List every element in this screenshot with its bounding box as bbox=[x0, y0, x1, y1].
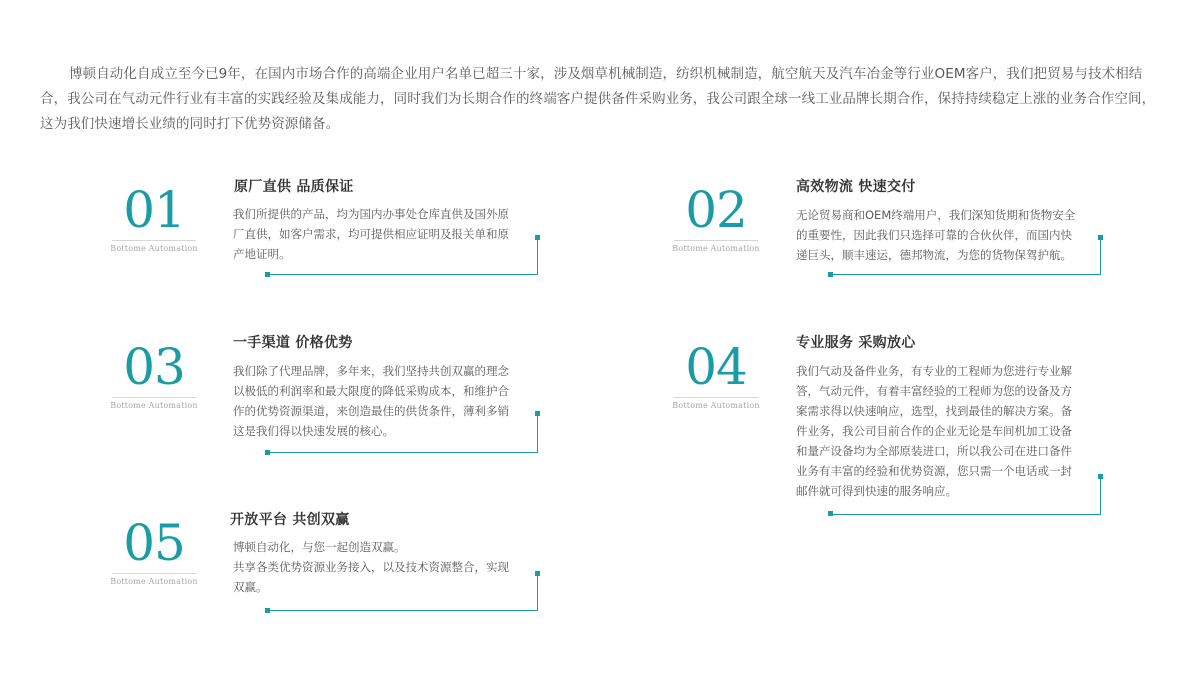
frame-end-dot bbox=[828, 272, 833, 277]
feature-number: 02 bbox=[685, 181, 747, 239]
feature-number: 01 bbox=[123, 181, 185, 239]
feature-number: 03 bbox=[123, 338, 185, 396]
frame-corner-dot bbox=[535, 411, 540, 416]
feature-title: 开放平台 共创双赢 bbox=[230, 512, 350, 528]
feature-title: 专业服务 采购放心 bbox=[796, 335, 916, 351]
feature-description: 无论贸易商和OEM终端用户，我们深知货期和货物安全 的重要性，因此我们只选择可靠的合伙伙伴，而国内快 递巨头，顺丰速运，德邦物流，为您的货物保驾护航。 bbox=[796, 208, 1076, 262]
frame-end-dot bbox=[265, 608, 270, 613]
frame-end-dot bbox=[828, 511, 833, 516]
number-divider bbox=[112, 573, 196, 574]
feature-number-block bbox=[106, 338, 202, 410]
number-divider bbox=[674, 240, 758, 241]
feature-title: 一手渠道 价格优势 bbox=[233, 335, 353, 351]
intro-paragraph: 博顿自动化自成立至今已9年，在国内市场合作的高端企业用户名单已超三十家，涉及烟草机械制造，纺织机械制造，航空航天及汽车冶金等行业OEM客户，我们把贸易与技术相结合，我公司在气动元件行业有丰富的实践经验及集成能力，同时我们为长期合作的终端客户提供备件采购业务，我公司跟全球一线工业品牌长期合作，保持持续稳定上涨的业务合作空间，这为我们快速增长业绩的同时打下优势资源储备。 bbox=[40, 65, 1156, 132]
feature-frame bbox=[830, 237, 1101, 275]
frame-end-dot bbox=[265, 272, 270, 277]
feature-number-block bbox=[106, 514, 202, 586]
feature-frame bbox=[830, 476, 1101, 515]
number-divider bbox=[112, 240, 196, 241]
feature-description: 我们除了代理品牌，多年来，我们坚持共创双赢的理念 以极低的利润率和最大限度的降低采购成本，和维护合 作的优势资源渠道，来创造最佳的供货条件，薄利多销 这是我们得以快速发展的核心。 bbox=[233, 364, 509, 438]
feature-description: 我们所提供的产品，均为国内办事处仓库直供及国外原 厂直供，如客户需求，均可提供相应证明及报关单和原 产地证明。 bbox=[233, 207, 509, 261]
feature-number: 04 bbox=[685, 338, 747, 396]
brand-subtitle: Bottome Automation bbox=[672, 401, 760, 410]
number-divider bbox=[112, 397, 196, 398]
frame-corner-dot bbox=[1098, 235, 1103, 240]
brand-subtitle: Bottome Automation bbox=[110, 401, 198, 410]
brand-subtitle: Bottome Automation bbox=[110, 244, 198, 253]
brand-subtitle: Bottome Automation bbox=[672, 244, 760, 253]
feature-frame bbox=[267, 573, 538, 611]
feature-title: 高效物流 快速交付 bbox=[796, 179, 916, 195]
frame-end-dot bbox=[265, 450, 270, 455]
feature-description: 博顿自动化，与您一起创造双赢。 共享各类优势资源业务接入，以及技术资源整合，实现 双赢。 bbox=[233, 540, 509, 594]
feature-frame bbox=[267, 414, 538, 453]
feature-description: 我们气动及备件业务，有专业的工程师为您进行专业解 答，气动元件，有着丰富经验的工程师为您的设备及方 案需求得以快速响应，选型，找到最佳的解决方案。备 件业务，我公司目前合作的企业无论是车间机加工设备 和量产设备均为全部原装进口，所以我公司在进口备件 业务有丰富的经验和优势资源，您只需一个电话或一封 邮件就可得到快速的服务响应。 bbox=[796, 364, 1072, 498]
feature-number-block bbox=[106, 181, 202, 253]
number-divider bbox=[674, 397, 758, 398]
brand-subtitle: Bottome Automation bbox=[110, 577, 198, 586]
feature-number: 05 bbox=[123, 514, 185, 572]
feature-number-block bbox=[668, 181, 764, 253]
feature-number-block bbox=[668, 338, 764, 410]
frame-corner-dot bbox=[1098, 474, 1103, 479]
feature-title: 原厂直供 品质保证 bbox=[234, 179, 354, 195]
frame-corner-dot bbox=[535, 571, 540, 576]
frame-corner-dot bbox=[535, 235, 540, 240]
feature-frame bbox=[267, 237, 538, 275]
